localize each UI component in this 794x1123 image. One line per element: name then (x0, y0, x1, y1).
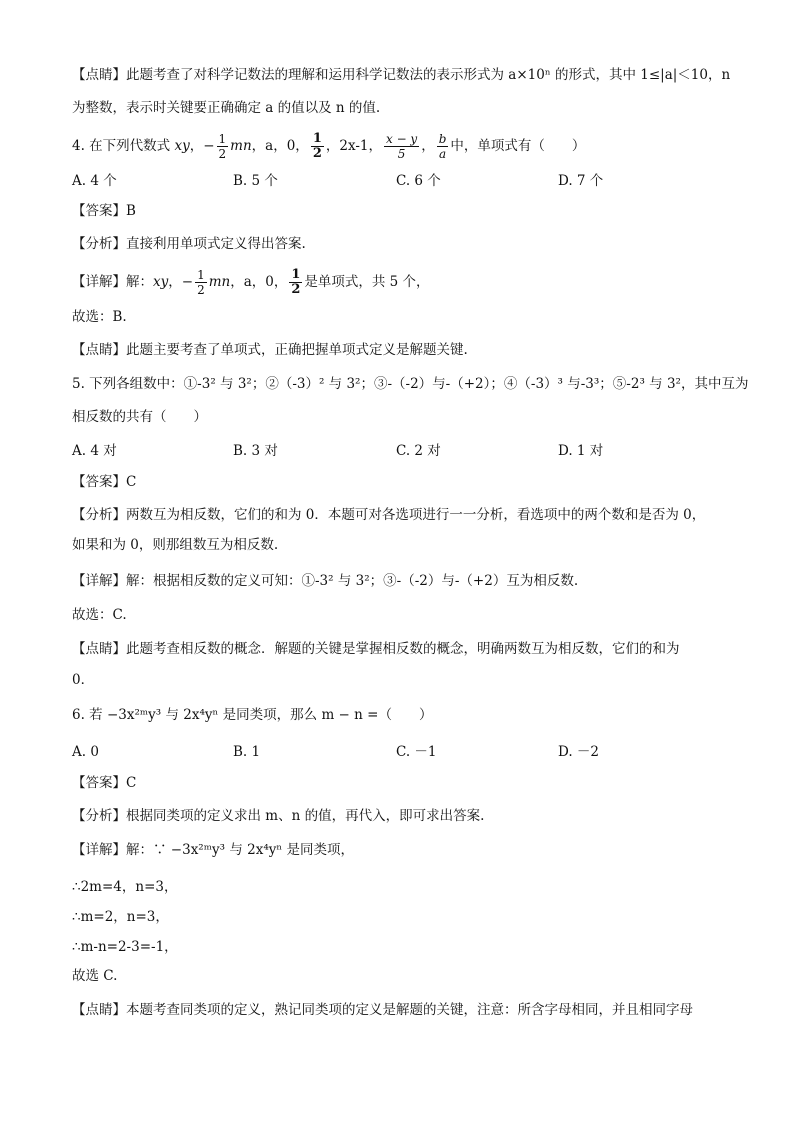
fraction-numerator: 1 (312, 131, 322, 146)
option-b: B. 5 个 (233, 173, 278, 189)
conclusion-line: 故选：C. (72, 607, 127, 623)
option-a: A. 4 对 (72, 443, 117, 459)
fraction-denominator: 5 (397, 147, 406, 161)
note-line: 【点睛】此题考查相反数的概念．解题的关键是掌握相反数的概念，明确两数互为相反数，它们的和为 (72, 641, 680, 657)
detail-line: 【详解】解：∵ −3x²ᵐy³ 与 2x⁴yⁿ 是同类项， (72, 842, 354, 858)
option-d: D. 1 对 (558, 443, 604, 459)
q4-mid: ，a，0， (251, 138, 309, 154)
fraction-denominator: 2 (197, 283, 205, 297)
work-line: ∴m=2，n=3， (72, 909, 169, 925)
note-line: 【点睛】本题考查同类项的定义，熟记同类项的定义是解题的关键，注意：所含字母相同，并且相同字母 (72, 1002, 693, 1018)
answer-line: 【答案】C (72, 474, 137, 490)
option-a: A. 0 (72, 744, 99, 760)
d4-sep: ，− (168, 274, 194, 290)
fraction-denominator: a (438, 147, 447, 161)
question-5-cont: 相反数的共有（ ） (72, 409, 207, 425)
d4-term-xy: xy (153, 274, 169, 290)
option-c: C. 6 个 (396, 173, 441, 189)
q4-fraction-b-over-a (437, 132, 449, 161)
fraction-denominator: 2 (291, 282, 301, 297)
conclusion-line: 故选 C. (72, 968, 118, 984)
option-d: D. －2 (558, 744, 600, 760)
q4-minus: − (203, 138, 215, 154)
d4-suffix: 是单项式，共 5 个， (304, 274, 430, 290)
work-line: ∴2m=4，n=3， (72, 879, 178, 895)
q4-term-mn: mn (230, 138, 252, 154)
answer-line: 【答案】B (72, 203, 136, 219)
analysis-line: 【分析】根据同类项的定义求出 m、n 的值，再代入，即可求出答案. (72, 808, 485, 824)
q4-fraction-half-bold (311, 132, 324, 161)
conclusion-line: 故选：B. (72, 309, 127, 325)
q4-sep: ， (421, 138, 435, 154)
fraction-numerator: 1 (291, 267, 301, 282)
q4-suffix: 中，单项式有（ ） (450, 138, 586, 154)
analysis-line: 【分析】两数互为相反数，它们的和为 0．本题可对各选项进行一一分析，看选项中的两个数和是否为 0， (72, 507, 706, 523)
q4-fraction-half (217, 132, 229, 161)
d4-term-mn: mn (208, 274, 231, 290)
fraction-denominator: 2 (312, 146, 322, 161)
question-4 (72, 132, 585, 161)
answer-line: 【答案】C (72, 775, 137, 791)
text-line: 为整数，表示时关键要正确确定 a 的值以及 n 的值. (72, 100, 381, 116)
analysis-line-cont: 如果和为 0，则那组数互为相反数. (72, 537, 279, 553)
q4-sep: ，2x-1， (325, 138, 382, 154)
option-c: C. 2 对 (396, 443, 441, 459)
fraction-numerator: b (438, 132, 447, 146)
fraction-numerator: 1 (197, 268, 205, 282)
detail-line: 【详解】解：根据相反数的定义可知：①-3² 与 3²；③-（-2）与-（+2）互为相反数. (72, 573, 579, 589)
question-6: 6. 若 −3x²ᵐy³ 与 2x⁴yⁿ 是同类项，那么 m − n =（ ） (72, 707, 433, 723)
analysis-line: 【分析】直接利用单项式定义得出答案. (72, 236, 306, 252)
fraction-numerator: x − y (385, 132, 418, 146)
fraction-denominator: 2 (218, 147, 227, 161)
d4-prefix: 【详解】解： (72, 274, 153, 290)
q4-prefix: 4. 在下列代数式 (72, 138, 175, 154)
text-line: 【点睛】此题考查了对科学记数法的理解和运用科学记数法的表示形式为 a×10ⁿ 的形式，其中 1≤|a|＜10，n (72, 67, 731, 83)
q4-fraction-x-minus-y (384, 132, 419, 161)
option-d: D. 7 个 (558, 173, 604, 189)
option-c: C. －1 (396, 744, 437, 760)
d4-fraction-half-bold (289, 268, 302, 297)
option-a: A. 4 个 (72, 173, 117, 189)
work-line: ∴m-n=2-3=-1， (72, 939, 178, 955)
fraction-numerator: 1 (218, 132, 227, 146)
q4-term-xy: xy (174, 138, 190, 154)
d4-fraction-half (195, 268, 207, 297)
option-b: B. 1 (233, 744, 261, 760)
q4-sep: ， (189, 138, 204, 154)
detail-line (72, 268, 430, 297)
d4-mid: ，a，0， (230, 274, 288, 290)
note-line-cont: 0． (72, 672, 95, 688)
question-5: 5. 下列各组数中：①-3² 与 3²；②（-3）² 与 3²；③-（-2）与-（+2）；④（-3）³ 与-3³；⑤-2³ 与 3²，其中互为 (72, 376, 749, 392)
option-b: B. 3 对 (233, 443, 278, 459)
note-line: 【点睛】此题主要考查了单项式，正确把握单项式定义是解题关键. (72, 342, 468, 358)
